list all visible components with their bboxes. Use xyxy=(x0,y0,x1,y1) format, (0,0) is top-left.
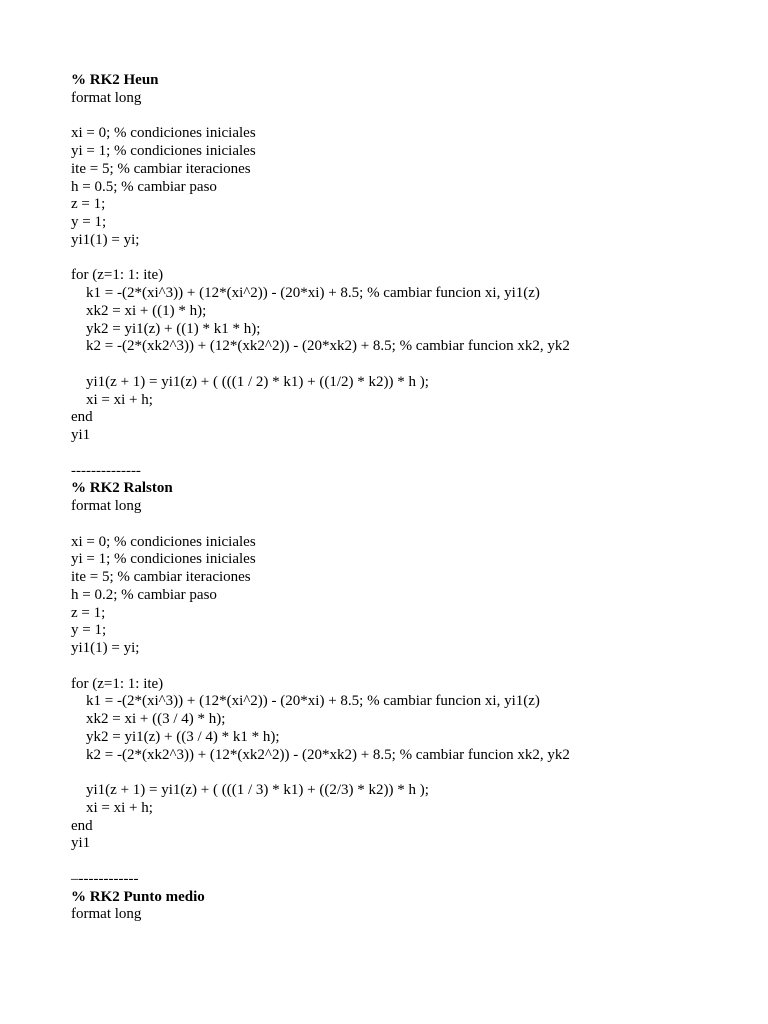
code-line: for (z=1: 1: ite) xyxy=(71,675,164,692)
blank-line xyxy=(71,108,731,126)
code-line: ite = 5; % cambiar iteraciones xyxy=(71,569,251,585)
code-line: yi1(z + 1) = yi1(z) + ( (((1 / 2) * k1) + ((1/2) * k2)) * h ); xyxy=(86,373,429,390)
code-line: yk2 = yi1(z) + ((3 / 4) * k1 * h); xyxy=(86,728,280,745)
code-line: for (z=1: 1: ite) xyxy=(71,267,164,284)
code-line: format long xyxy=(71,906,142,923)
section-rk2-punto-medio xyxy=(71,889,731,925)
code-line: ite = 5; % cambiar iteraciones xyxy=(71,160,251,177)
code-line: yi1(1) = yi; xyxy=(71,640,140,656)
section-title: % RK2 Ralston xyxy=(71,480,173,497)
code-line: format long xyxy=(71,89,142,106)
code-line: z = 1; xyxy=(71,604,106,621)
code-line: xk2 = xi + ((3 / 4) * h); xyxy=(86,711,226,727)
section-rk2-ralston xyxy=(71,480,731,888)
code-line: yi1(z + 1) = yi1(z) + ( (((1 / 3) * k1) + ((2/3) * k2)) * h ); xyxy=(86,782,429,798)
code-line: y = 1; xyxy=(71,622,107,639)
code-line: xi = xi + h; xyxy=(86,391,153,408)
blank-line xyxy=(71,764,731,782)
code-line: yi1 xyxy=(71,835,91,852)
separator-line: –------------ xyxy=(71,870,139,887)
blank-line xyxy=(71,356,731,374)
blank-line xyxy=(71,250,731,268)
code-line: yk2 = yi1(z) + ((1) * k1 * h); xyxy=(86,320,261,337)
separator-line: -------------- xyxy=(71,462,141,479)
code-line: xk2 = xi + ((1) * h); xyxy=(86,302,207,319)
code-line: yi = 1; % condiciones iniciales xyxy=(71,551,256,568)
code-line: k2 = -(2*(xk2^3)) + (12*(xk2^2)) - (20*xk2) + 8.5; % cambiar funcion xk2, yk2 xyxy=(86,338,570,355)
blank-line xyxy=(71,658,731,676)
code-line: k1 = -(2*(xi^3)) + (12*(xi^2)) - (20*xi) + 8.5; % cambiar funcion xi, yi1(z) xyxy=(86,693,540,710)
code-line: h = 0.2; % cambiar paso xyxy=(71,586,217,603)
blank-line xyxy=(71,445,731,463)
code-line: end xyxy=(71,817,93,834)
code-line: y = 1; xyxy=(71,214,107,230)
code-line: yi = 1; % condiciones iniciales xyxy=(71,143,256,159)
code-line: xi = 0; % condiciones iniciales xyxy=(71,533,256,550)
section-title: % RK2 Punto medio xyxy=(71,888,205,905)
document-page xyxy=(71,72,731,924)
code-line: k1 = -(2*(xi^3)) + (12*(xi^2)) - (20*xi) + 8.5; % cambiar funcion xi, yi1(z) xyxy=(86,285,540,301)
code-line: xi = 0; % condiciones iniciales xyxy=(71,125,256,142)
code-line: h = 0.5; % cambiar paso xyxy=(71,178,217,195)
blank-line xyxy=(71,853,731,871)
code-line: end xyxy=(71,409,93,426)
code-line: xi = xi + h; xyxy=(86,799,153,816)
code-line: k2 = -(2*(xk2^3)) + (12*(xk2^2)) - (20*xk2) + 8.5; % cambiar funcion xk2, yk2 xyxy=(86,746,570,763)
code-line: z = 1; xyxy=(71,196,106,213)
code-line: format long xyxy=(71,498,142,514)
section-title: % RK2 Heun xyxy=(71,72,159,88)
code-line: yi1(1) = yi; xyxy=(71,231,140,248)
code-line: yi1 xyxy=(71,427,91,443)
section-rk2-heun xyxy=(71,72,731,480)
blank-line xyxy=(71,516,731,534)
